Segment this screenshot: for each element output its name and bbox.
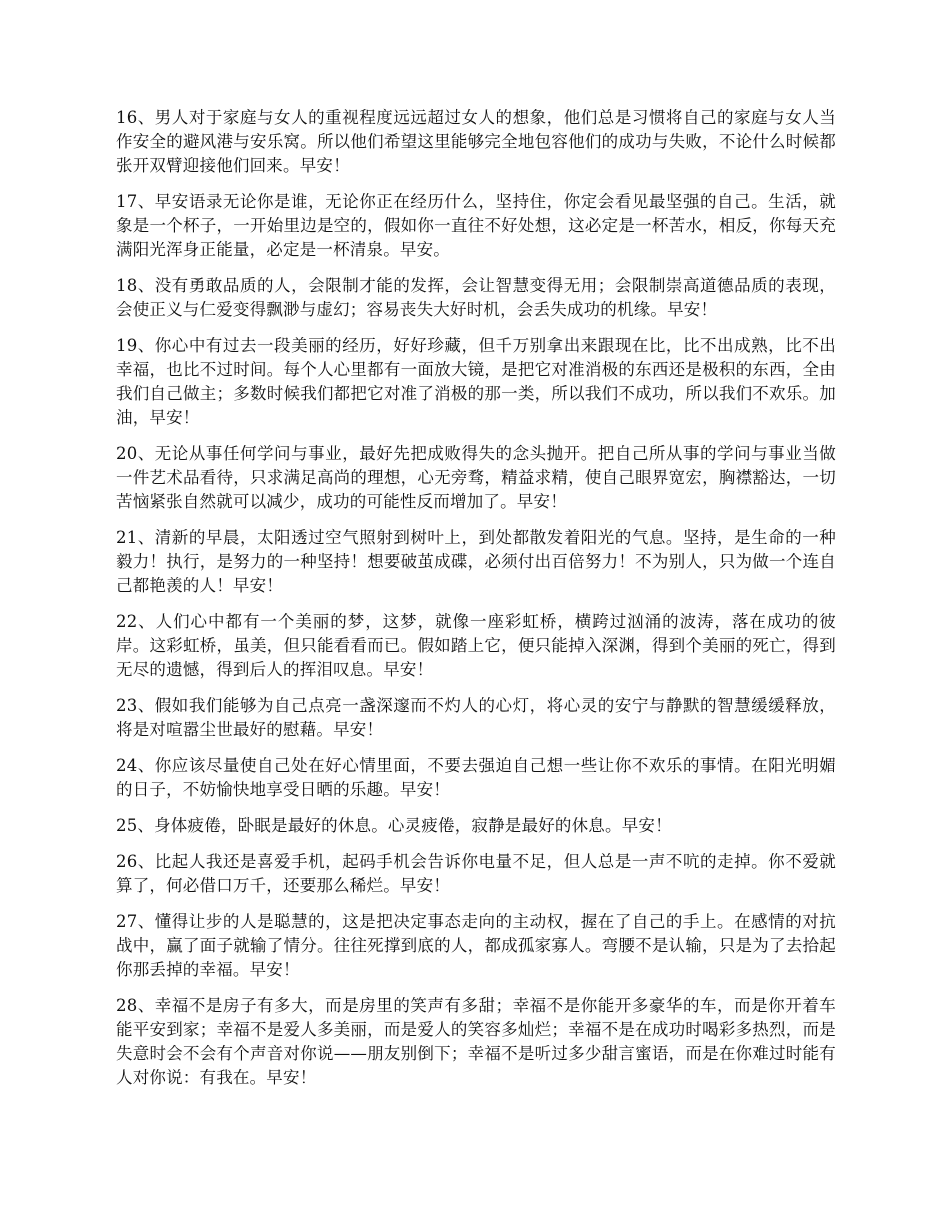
paragraph-17: 17、早安语录无论你是谁，无论你正在经历什么，坚持住，你定会看见最坚强的自己。生活，就象是一个杯子，一开始里边是空的，假如你一直往不好处想，这必定是一杯苦水，相反，你每天充满阳光浑身正能量，必定是一杯清泉。早安。 bbox=[116, 192, 836, 259]
paragraph-21: 21、清新的早晨，太阳透过空气照射到树叶上，到处都散发着阳光的气息。坚持，是生命的一种毅力！执行，是努力的一种坚持！想要破茧成碟，必须付出百倍努力！不为别人，只为做一个连自己都艳羡的人！早安！ bbox=[116, 528, 836, 595]
paragraph-16: 16、男人对于家庭与女人的重视程度远远超过女人的想象，他们总是习惯将自己的家庭与女人当作安全的避风港与安乐窝。所以他们希望这里能够完全地包容他们的成功与失败，不论什么时候都张开双臂迎接他们回来。早安！ bbox=[116, 108, 836, 175]
paragraph-20: 20、无论从事任何学问与事业，最好先把成败得失的念头抛开。把自己所从事的学问与事业当做一件艺术品看待，只求满足高尚的理想，心无旁骛，精益求精，使自己眼界宽宏，胸襟豁达，一切苦恼紧张自然就可以减少，成功的可能性反而增加了。早安！ bbox=[116, 444, 836, 511]
paragraph-28: 28、幸福不是房子有多大，而是房里的笑声有多甜；幸福不是你能开多豪华的车，而是你开着车能平安到家；幸福不是爱人多美丽，而是爱人的笑容多灿烂；幸福不是在成功时喝彩多热烈，而是失意时会不会有个声音对你说——朋友别倒下；幸福不是听过多少甜言蜜语，而是在你难过时能有人对你说：有我在。早安！ bbox=[116, 996, 836, 1087]
paragraph-22: 22、人们心中都有一个美丽的梦，这梦，就像一座彩虹桥，横跨过汹涌的波涛，落在成功的彼岸。这彩虹桥，虽美，但只能看看而已。假如踏上它，便只能掉入深渊，得到个美丽的死亡，得到无尽的遗憾，得到后人的挥泪叹息。早安！ bbox=[116, 612, 836, 679]
paragraph-24: 24、你应该尽量使自己处在好心情里面，不要去强迫自己想一些让你不欢乐的事情。在阳光明媚的日子，不妨愉快地享受日晒的乐趣。早安！ bbox=[116, 756, 836, 799]
paragraph-19: 19、你心中有过去一段美丽的经历，好好珍藏，但千万别拿出来跟现在比，比不出成熟，比不出幸福，也比不过时间。每个人心里都有一面放大镜，是把它对准消极的东西还是极积的东西，全由我们自己做主；多数时候我们都把它对准了消极的那一类，所以我们不成功，所以我们不欢乐。加油，早安！ bbox=[116, 336, 836, 427]
paragraph-27: 27、懂得让步的人是聪慧的，这是把决定事态走向的主动权，握在了自己的手上。在感情的对抗战中，赢了面子就输了情分。往往死撑到底的人，都成孤家寡人。弯腰不是认输，只是为了去拾起你那丢掉的幸福。早安！ bbox=[116, 912, 836, 979]
paragraph-26: 26、比起人我还是喜爱手机，起码手机会告诉你电量不足，但人总是一声不吭的走掉。你不爱就算了，何必借口万千，还要那么稀烂。早安！ bbox=[116, 852, 836, 895]
paragraph-18: 18、没有勇敢品质的人，会限制才能的发挥，会让智慧变得无用；会限制崇高道德品质的表现，会使正义与仁爱变得飘渺与虚幻；容易丧失大好时机，会丢失成功的机缘。早安！ bbox=[116, 276, 836, 319]
document-page bbox=[116, 106, 836, 1102]
paragraph-25: 25、身体疲倦，卧眠是最好的休息。心灵疲倦，寂静是最好的休息。早安！ bbox=[116, 816, 672, 835]
paragraph-23: 23、假如我们能够为自己点亮一盏深邃而不灼人的心灯，将心灵的安宁与静默的智慧缓缓释放，将是对喧嚣尘世最好的慰藉。早安！ bbox=[116, 696, 836, 739]
